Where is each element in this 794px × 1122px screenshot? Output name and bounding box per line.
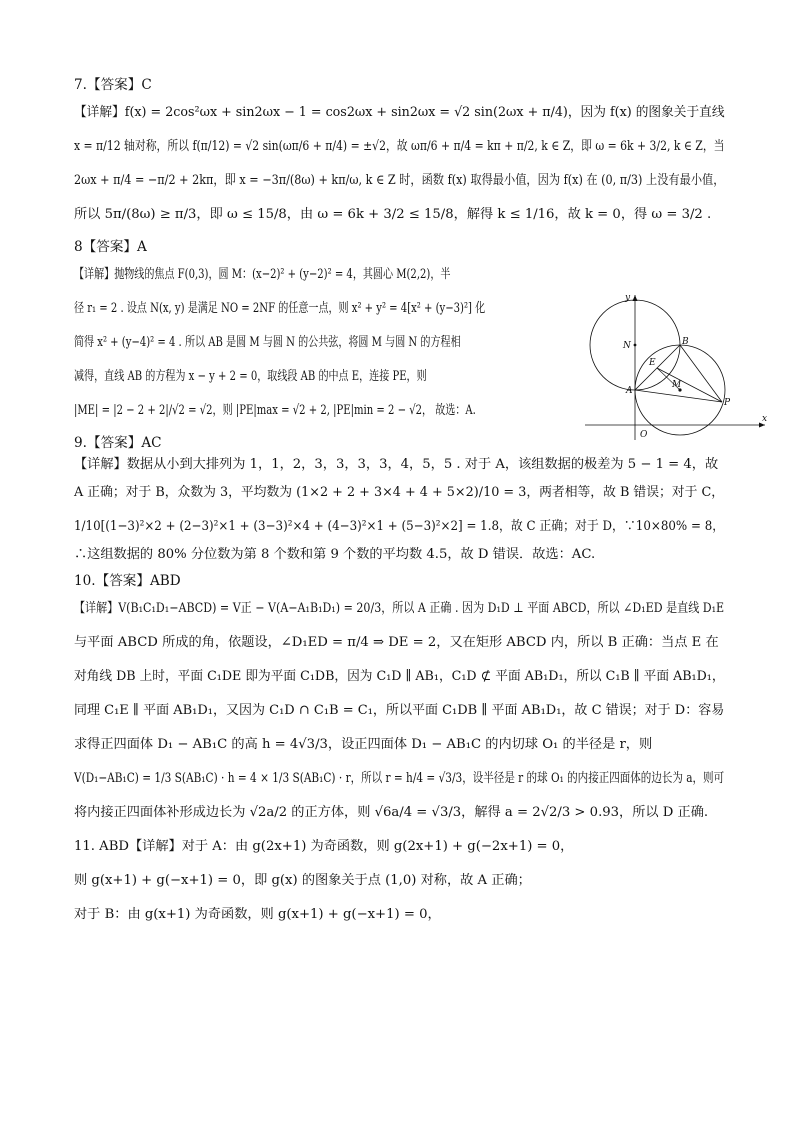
q9-line-3: 1/10[(1−3)²×2 + (2−3)²×1 + (3−3)²×4 + (4−3)²×1 + (5−3)²×2] = 1.8，故 C 正确；对于 D，∵10×80% = 8， <box>74 519 725 534</box>
q7-line-4: 所以 5π/(8ω) ≥ π/3，即 ω ≤ 15/8，由 ω = 6k + 3/2 ≤ 15/8，解得 k ≤ 1/16，故 k = 0，得 ω = 3/2 . <box>74 207 712 222</box>
q8-figure-svg <box>580 290 770 445</box>
q8-line-3: 简得 x² + (y−4)² = 4 . 所以 AB 是圆 M 与圆 N 的公共弦，将圆 M 与圆 N 的方程相 <box>74 335 461 350</box>
label-p: P <box>724 398 731 408</box>
label-e: E <box>649 358 656 368</box>
segment-ep <box>657 368 722 402</box>
q10-line-5: 求得正四面体 D₁ − AB₁C 的高 h = 4√3/3，设正四面体 D₁ − AB₁C 的内切球 O₁ 的半径是 r，则 <box>74 737 653 752</box>
q10-line-2: 与平面 ABCD 所成的角，依题设，∠D₁ED = π/4 ⇒ DE = 2，又在矩形 ABCD 内，所以 B 正确：当点 E 在 <box>74 635 719 650</box>
point-n <box>634 344 637 347</box>
q8-line-4: 减得，直线 AB 的方程为 x − y + 2 = 0，取线段 AB 的中点 E，连接 PE，则 <box>74 369 427 384</box>
q10-line-6: V(D₁−AB₁C) = 1/3 S(AB₁C) · h = 4 × 1/3 S(AB₁C) · r，所以 r = h/4 = √3/3，设半径是 r 的球 O₁ 的内接正四面体的边长为 a，则可 <box>74 771 725 786</box>
label-m: M <box>672 380 682 390</box>
q10-line-1: 【详解】V(B₁C₁D₁−ABCD) = V正 − V(A−A₁B₁D₁) = 20/3，所以 A 正确 . 因为 D₁D ⊥ 平面 ABCD，所以 ∠D₁ED 是直线 D₁E <box>74 601 725 616</box>
q10-line-3: 对角线 DB 上时，平面 C₁DE 即为平面 C₁DB，因为 C₁D ∥ AB₁，C₁D ⊄ 平面 AB₁D₁，所以 C₁B ∥ 平面 AB₁D₁， <box>74 669 725 684</box>
q8-geometry-figure <box>580 290 770 445</box>
q8-line-1: 【详解】抛物线的焦点 F(0,3)，圆 M：(x−2)² + (y−2)² = 4，其圆心 M(2,2)，半 <box>74 267 451 282</box>
q7-line-2: x = π/12 轴对称，所以 f(π/12) = √2 sin(ωπ/6 + π/4) = ±√2，故 ωπ/6 + π/4 = kπ + π/2, k ∈ Z，即 ω = 6k + 3/2, k ∈ Z，当 <box>74 139 725 154</box>
q8-line-5: |ME| = |2 − 2 + 2|/√2 = √2，则 |PE|max = √2 + 2, |PE|min = 2 − √2， 故选：A. <box>74 403 476 418</box>
q9-line-4: ∴这组数据的 80% 分位数为第 8 个数和第 9 个数的平均数 4.5，故 D 错误．故选：AC. <box>74 547 596 562</box>
q7-line-1: 【详解】f(x) = 2cos²ωx + sin2ωx − 1 = cos2ωx + sin2ωx = √2 sin(2ωx + π/4)，因为 f(x) 的图象关于直线 <box>74 105 725 120</box>
solutions-page <box>74 70 724 932</box>
q11-line-2: 则 g(x+1) + g(−x+1) = 0，即 g(x) 的图象关于点 (1,0) 对称，故 A 正确； <box>74 873 531 888</box>
q7-line-3: 2ωx + π/4 = −π/2 + 2kπ，即 x = −3π/(8ω) + kπ/ω, k ∈ Z 时，函数 f(x) 取得最小值，因为 f(x) 在 (0, π/3) 上没有最小值， <box>74 173 725 188</box>
q10-line-7: 将内接正四面体补形成边长为 √2a/2 的正方体，则 √6a/4 = √3/3，解得 a = 2√2/3 > 0.93，所以 D 正确. <box>74 805 709 820</box>
q7-answer: 7.【答案】C <box>74 77 152 93</box>
q8-answer: 8【答案】A <box>74 239 147 255</box>
label-y: y <box>625 293 631 303</box>
q9-line-2: A 正确；对于 B，众数为 3，平均数为 (1×2 + 2 + 3×4 + 4 + 5×2)/10 = 3，两者相等，故 B 错误；对于 C， <box>74 485 725 500</box>
label-o: O <box>640 430 648 440</box>
q10-line-4: 同理 C₁E ∥ 平面 AB₁D₁，又因为 C₁D ∩ C₁B = C₁，所以平面 C₁DB ∥ 平面 AB₁D₁，故 C 错误；对于 D：容易 <box>74 703 725 718</box>
label-n: N <box>623 341 631 351</box>
q11-line-3: 对于 B：由 g(x+1) 为奇函数，则 g(x+1) + g(−x+1) = 0， <box>74 907 441 922</box>
q8-line-2: 径 r₁ = 2 . 设点 N(x, y) 是满足 NO = 2NF 的任意一点，则 x² + y² = 4[x² + (y−3)²] 化 <box>74 301 486 316</box>
segment-ap <box>635 390 722 402</box>
q9-line-1: 【详解】数据从小到大排列为 1，1，2，3，3，3，3，4，5，5 . 对于 A，该组数据的极差为 5 − 1 = 4，故 <box>74 457 719 472</box>
label-x: x <box>762 414 768 424</box>
q9-answer: 9.【答案】AC <box>74 435 162 451</box>
q11-line-1: 11. ABD【详解】对于 A：由 g(2x+1) 为奇函数，则 g(2x+1) + g(−2x+1) = 0， <box>74 839 574 854</box>
label-b: B <box>682 337 689 347</box>
segment-bp <box>680 345 722 402</box>
label-a: A <box>626 386 633 396</box>
q10-answer: 10.【答案】ABD <box>74 573 181 589</box>
